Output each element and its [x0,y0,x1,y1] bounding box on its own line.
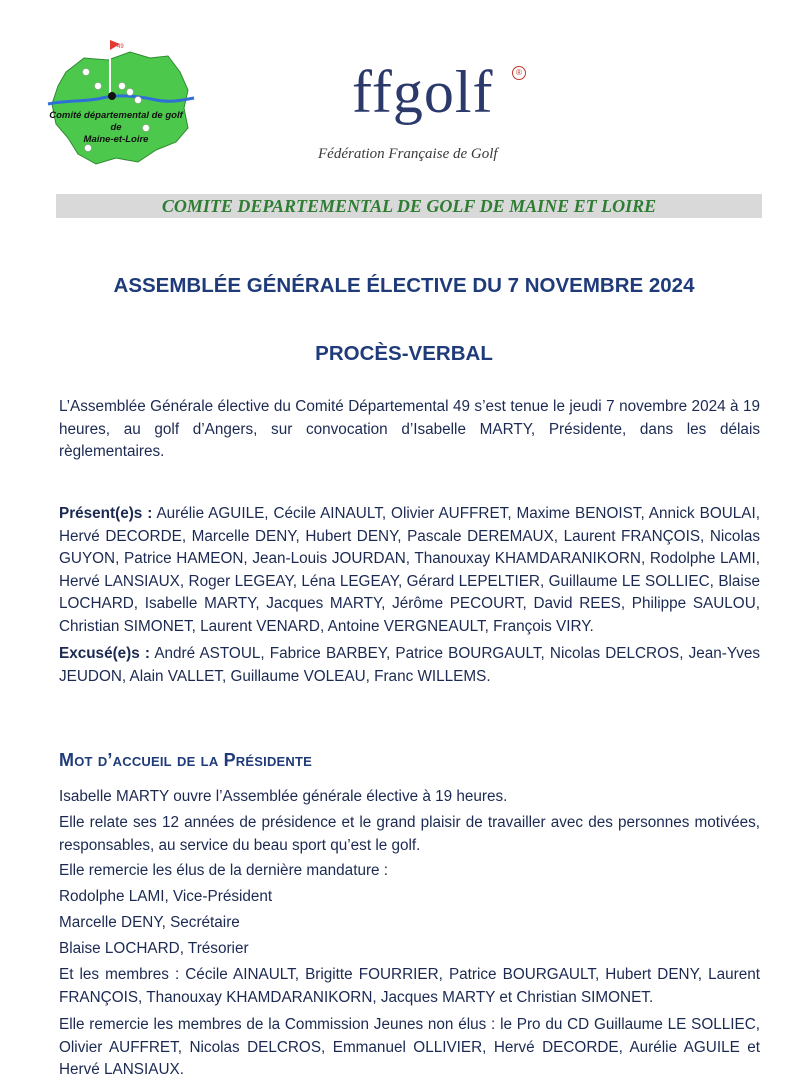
welcome-line: Marcelle DENY, Secrétaire [59,914,240,931]
intro-paragraph: L’Assemblée Générale élective du Comité Départemental 49 s’est tenue le jeudi 7 novembre 2024 à 19 heures, au golf d’Angers, sur convocation d’Isabelle MARTY, Présidente, dans les délais règlementaires. [59,398,760,460]
welcome-line: Elle relate ses 12 années de présidence et le grand plaisir de travailler avec des personnes motivées, responsables, au service du beau sport qu’est le golf. [59,814,760,854]
welcome-line: Rodolphe LAMI, Vice-Président [59,888,273,905]
svg-text:Maine-et-Loire: Maine-et-Loire [83,134,149,145]
present-paragraph [59,503,760,638]
welcome-line: Elle remercie les membres de la Commission Jeunes non élus : le Pro du CD Guillaume LE SOLLIEC, Olivier AUFFRET, Nicolas DELCROS, Emmanuel OLLIVIER, Hervé DECORDE, Aurélie AGUILE et Hervé LANSIAUX. [59,1016,760,1078]
excused-names: André ASTOUL, Fabrice BARBEY, Patrice BOURGAULT, Nicolas DELCROS, Jean-Yves JEUDON, Alain VALLET, Guillaume VOLEAU, Franc WILLEMS. [59,645,761,685]
welcome-line: Blaise LOCHARD, Trésorier [59,940,249,957]
svg-text:de: de [110,122,122,133]
committee-banner: COMITE DEPARTEMENTAL DE GOLF DE MAINE ET LOIRE [56,194,762,218]
section-title: Mot d’accueil de la Présidente [59,750,313,770]
welcome-line: Isabelle MARTY ouvre l’Assemblée générale élective à 19 heures. [59,788,508,805]
welcome-line: Et les membres : Cécile AINAULT, Brigitte FOURRIER, Patrice BOURGAULT, Hubert DENY, Laurent FRANÇOIS, Thanouxay KHAMDARANIKORN, Jacques MARTY et Christian SIMONET. [59,966,760,1006]
ffgolf-wordmark: ffgolf [352,59,494,125]
excused-paragraph [59,643,760,688]
document-title: ASSEMBLÉE GÉNÉRALE ÉLECTIVE DU 7 NOVEMBRE 2024 [113,274,695,297]
cd49-logo [38,38,202,170]
ffgolf-subtitle: Fédération Française de Golf [318,146,498,162]
svg-text:49: 49 [117,44,124,50]
present-names: Aurélie AGUILE, Cécile AINAULT, Olivier AUFFRET, Maxime BENOIST, Annick BOULAI, Hervé DECORDE, Marcelle DENY, Hubert DENY, Pascale DEREMAUX, Laurent FRANÇOIS, Nicolas GUYON, Patrice HAMEON, Jean-Louis JOURDAN, Thanouxay KHAMDARANIKORN, Rodolphe LAMI, Hervé LANSIAUX, Roger LEGEAY, Léna LEGEAY, Gérard LEPELTIER, Guillaume LE SOLLIEC, Blaise LOCHARD, Isabelle MARTY, Jacques MARTY, Jérôme PECOURT, David REES, Philippe SAULOU, Christian SIMONET, Laurent VENARD, Antoine VERGNEAULT, François VIRY. [59,505,761,635]
excused-label: Excusé(e)s : [59,645,151,662]
svg-text:Comité départemental de golf: Comité départemental de golf [49,110,183,121]
registered-mark: ® [512,66,526,80]
welcome-line: Elle remercie les élus de la dernière mandature : [59,862,389,879]
maine-et-loire-map-icon [38,38,202,170]
present-label: Présent(e)s : [59,505,153,522]
ffgolf-logo [300,59,560,174]
document-subtitle: PROCÈS-VERBAL [315,342,493,365]
